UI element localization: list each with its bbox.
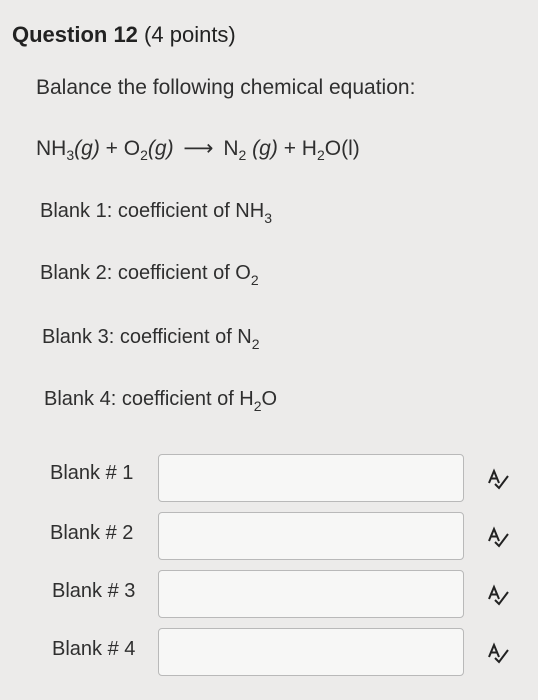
spell-check-icon[interactable] (486, 525, 510, 549)
blank-1-label: Blank # 1 (50, 462, 134, 484)
question-title (12, 22, 236, 48)
reaction-arrow-icon: ⟶ (183, 137, 214, 160)
plus-sign: + (283, 137, 296, 160)
spell-check-icon[interactable] (486, 641, 510, 665)
spell-check-icon[interactable] (486, 583, 510, 607)
blank-3-input[interactable] (158, 570, 464, 618)
blank-4-label: Blank # 4 (52, 638, 136, 660)
question-points: (4 points) (144, 22, 236, 47)
blank-description-4: Blank 4: coefficient of $H_2O$ (44, 388, 278, 414)
blank-description-3: Blank 3: coefficient of $N_2$ (42, 326, 260, 352)
reactant-oxygen: $O_2(g)$ (123, 137, 174, 163)
spell-check-icon[interactable] (486, 467, 510, 491)
chemical-equation (36, 136, 360, 161)
reactant-ammonia: $NH_3(g)$ (36, 137, 100, 163)
plus-sign: + (105, 137, 118, 160)
blank-description-2: Blank 2: coefficient of $O_2$ (40, 262, 259, 288)
product-nitrogen: $N_2$ (g) (223, 137, 278, 163)
question-prompt: Balance the following chemical equation: (36, 76, 416, 99)
blank-description-1: Blank 1: coefficient of $NH_3$ (40, 200, 272, 226)
question-number: Question 12 (12, 22, 138, 47)
blank-2-label: Blank # 2 (50, 522, 134, 544)
product-water: $H_2O(l)$ (301, 137, 360, 163)
blank-3-label: Blank # 3 (52, 580, 136, 602)
blank-1-input[interactable] (158, 454, 464, 502)
blank-2-input[interactable] (158, 512, 464, 560)
blank-4-input[interactable] (158, 628, 464, 676)
